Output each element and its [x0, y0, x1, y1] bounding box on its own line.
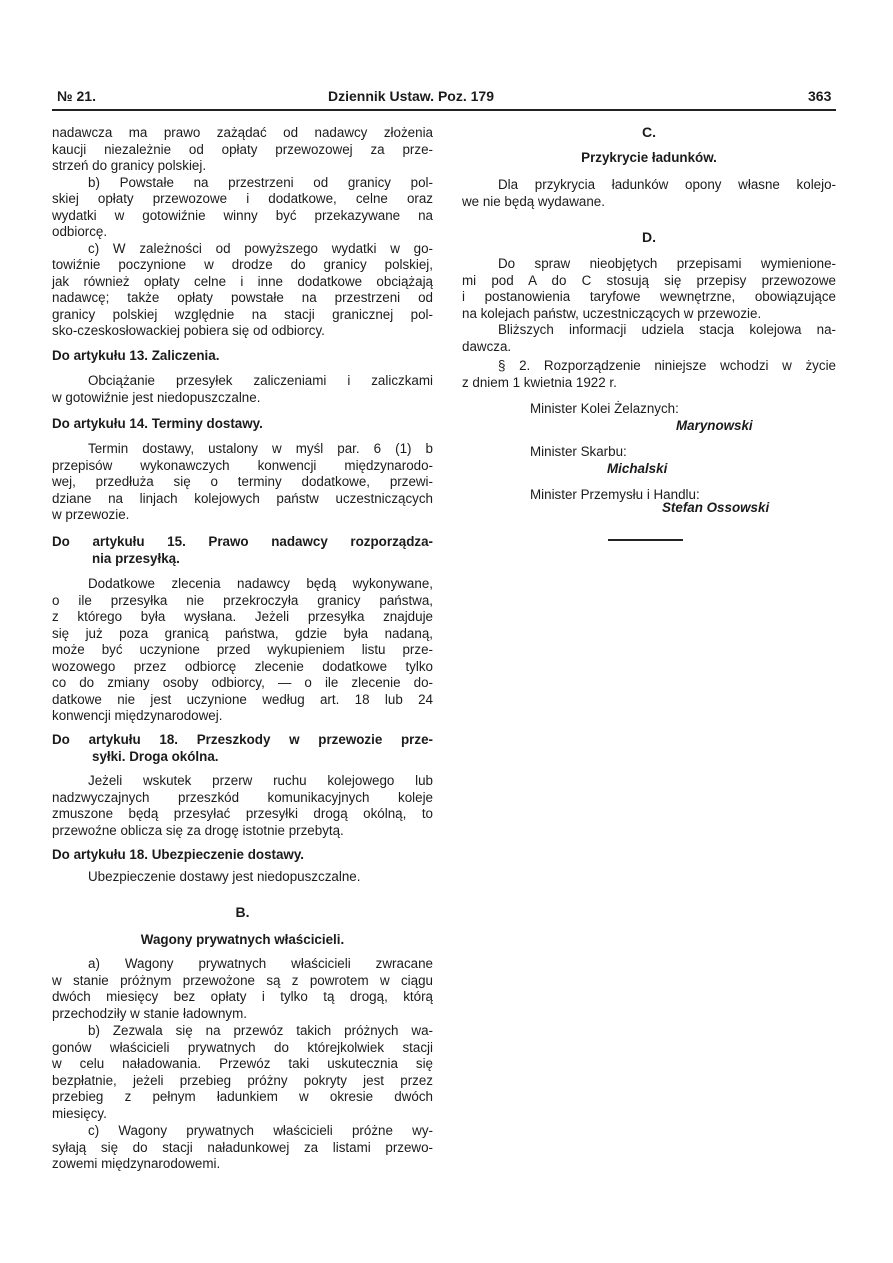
- text-line: z dniem 1 kwietnia 1922 r.: [462, 374, 617, 390]
- text-line: B.: [235, 904, 250, 920]
- text-line: Stefan Ossowski: [662, 500, 770, 515]
- heading-article-18-insurance: [52, 847, 433, 864]
- paragraph-article-18-obstacles: [52, 773, 433, 839]
- text-line: z którego była wysłana. Jeżeli przesyłka znajduje: [52, 609, 433, 624]
- signature-title-treasury: [530, 444, 830, 461]
- text-line: o ile przesyłka nie przekroczyła granicy państwa,: [52, 592, 433, 608]
- text-line: Michalski: [607, 461, 668, 476]
- text-line: Minister Kolei Żelaznych:: [530, 401, 679, 416]
- header-rule: [52, 109, 836, 111]
- text-line: C.: [642, 124, 656, 140]
- text-line: dawcza.: [462, 338, 512, 354]
- text-line: Bliższych informacji udziela stacja kolejowa na-: [498, 322, 836, 337]
- text-line: w przewozie.: [52, 507, 130, 522]
- text-line: Do artykułu 18. Przeszkody w przewozie prze-: [52, 732, 433, 747]
- text-line: Dla przykrycia ładunków opony własne kolejo-: [498, 177, 836, 192]
- text-line: Do artykułu 18. Ubezpieczenie dostawy.: [52, 847, 305, 862]
- section-d-letter: [462, 229, 836, 246]
- text-line: Do spraw nieobjętych przepisami wymienione-: [498, 256, 836, 271]
- end-rule: [608, 539, 683, 541]
- text-line: Termin dostawy, ustalony w myśl par. 6 (1) b: [88, 441, 433, 456]
- text-line: bezpłatnie, jeżeli przebieg próżny pokryty jest przez: [52, 1072, 433, 1088]
- text-line: Do artykułu 14. Terminy dostawy.: [52, 416, 263, 431]
- issue-number: № 21.: [57, 88, 96, 104]
- signature-name-railways: [676, 418, 893, 435]
- text-line: granicy polskiej względnie na stacji granicznej pol-: [52, 306, 433, 322]
- paragraph-continuation: [52, 125, 433, 175]
- text-line: Ubezpieczenie dostawy jest niedopuszczalne.: [88, 869, 361, 884]
- text-line: kaucji niezależnie od opłaty przewozowej za prze-: [52, 141, 433, 157]
- text-line: przechodziły w stanie ładownym.: [52, 1005, 247, 1021]
- signature-title-railways: [530, 401, 830, 418]
- text-line: Marynowski: [676, 418, 753, 433]
- text-line: w gotowiźnie jest niedopuszczalne.: [52, 389, 261, 405]
- text-line: Do artykułu 13. Zaliczenia.: [52, 348, 220, 363]
- text-line: przebieg z pełnym ładunkiem w okresie dwóch: [52, 1089, 433, 1104]
- text-line: Dodatkowe zlecenia nadawcy będą wykonywane,: [88, 576, 433, 591]
- paragraph-d-info: [462, 322, 836, 355]
- paragraph-d: [462, 256, 836, 322]
- text-line: może być uczynione przed wykupieniem listu prze-: [52, 642, 433, 657]
- text-line: mi pod A do C stosują się przepisy przewozowe: [462, 272, 836, 288]
- text-line: wej, przedłuża się o terminy dodatkowe, przewi-: [52, 474, 433, 489]
- page-number: 363: [808, 88, 832, 104]
- text-line: w celu naładowania. Przewóz taki uskutecznia się: [52, 1056, 433, 1071]
- heading-article-18-obstacles: [52, 732, 433, 765]
- heading-article-15: [52, 534, 433, 567]
- text-line: konwencji międzynarodowej.: [52, 708, 223, 723]
- signature-name-industry: [662, 500, 893, 517]
- heading-article-14: [52, 416, 433, 433]
- text-line: datkowe nie jest uczynione według art. 18 lub 24: [52, 691, 433, 707]
- text-line: zowemi międzynarodowemi.: [52, 1156, 221, 1171]
- text-line: nia przesyłką.: [92, 550, 180, 566]
- text-line: Wagony prywatnych właścicieli.: [140, 932, 345, 947]
- text-line: strzeń do granicy polskiej.: [52, 158, 207, 173]
- text-line: Przykrycie ładunków.: [581, 150, 717, 165]
- paragraph-article-15: [52, 576, 433, 725]
- text-line: przepisów wykonawczych konwencji międzynarodo-: [52, 457, 433, 473]
- paragraph-article-13: [52, 373, 433, 406]
- paragraph-article-14: [52, 441, 433, 524]
- text-line: towiźnie poczynione w drodze do granicy polskiej,: [52, 257, 433, 272]
- paragraph-c: [52, 241, 433, 340]
- text-line: b) Powstałe na przestrzeni od granicy pol-: [88, 174, 433, 190]
- text-line: na kolejach państw, uczestniczących w przewozie.: [462, 305, 762, 321]
- text-line: syłki. Droga okólna.: [92, 748, 219, 764]
- section-b-letter: [52, 904, 433, 921]
- paragraph-c: [462, 177, 836, 210]
- text-line: b) Zezwala się na przewóz takich próżnych wa-: [88, 1023, 433, 1038]
- section-c-letter: [462, 124, 836, 141]
- section-b-title: [52, 932, 433, 949]
- text-line: wydatki w gotowiźnie winny być przekazywane na: [52, 207, 433, 223]
- text-line: syłają się do stacji naładunkowej za listami przewo-: [52, 1139, 433, 1155]
- text-line: co do zmiany osoby odbiorcy, — o ile zlecenie do-: [52, 675, 433, 690]
- text-line: D.: [642, 229, 656, 245]
- text-line: Jeżeli wskutek przerw ruchu kolejowego lub: [88, 773, 433, 788]
- text-line: dwóch miesięcy bez opłaty i tylko tą drogą, którą: [52, 989, 433, 1004]
- text-line: § 2. Rozporządzenie niniejsze wchodzi w życie: [498, 358, 836, 373]
- text-line: odbiorcę.: [52, 224, 108, 239]
- paragraph-b-c: [52, 1123, 433, 1173]
- text-line: c) Wagony prywatnych właścicieli próżne wy-: [88, 1123, 433, 1138]
- text-line: w stanie próżnym przewożone są z powrotem w ciągu: [52, 972, 433, 988]
- text-line: Do artykułu 15. Prawo nadawcy rozporządza-: [52, 534, 433, 549]
- text-line: Minister Przemysłu i Handlu:: [530, 487, 700, 502]
- text-line: Minister Skarbu:: [530, 444, 627, 459]
- heading-article-13: [52, 348, 433, 365]
- text-line: zmuszone będą przesyłać przesyłki drogą okólną, to: [52, 806, 433, 821]
- text-line: we nie będą wydawane.: [462, 193, 605, 209]
- text-line: c) W zależności od powyższego wydatki w go-: [88, 240, 433, 256]
- journal-title: Dziennik Ustaw. Poz. 179: [328, 88, 494, 104]
- paragraph-b: [52, 175, 433, 241]
- text-line: się już poza granicą państwa, gdzie była nadaną,: [52, 625, 433, 641]
- text-line: dziane na linjach kolejowych państw uczestniczących: [52, 490, 433, 506]
- section-c-title: [462, 150, 836, 167]
- text-line: miesięcy.: [52, 1105, 107, 1121]
- text-line: i postanowienia taryfowe wewnętrzne, obowiązujące: [462, 289, 836, 304]
- paragraph-section-2: [462, 358, 836, 391]
- text-line: skiej opłaty przewozowe i dodatkowe, celne oraz: [52, 191, 433, 206]
- text-line: wozowego przez odbiorcę zlecenie dodatkowe tylko: [52, 658, 433, 674]
- paragraph-b-b: [52, 1023, 433, 1122]
- text-line: Obciążanie przesyłek zaliczeniami i zaliczkami: [88, 373, 433, 388]
- signature-name-treasury: [607, 461, 893, 478]
- text-line: nadawcza ma prawo zażądać od nadawcy złożenia: [52, 125, 433, 140]
- text-line: gonów właścicieli prywatnych do którejkolwiek stacji: [52, 1039, 433, 1055]
- text-line: nadawcę; także opłaty powstałe na przestrzeni od: [52, 290, 433, 305]
- paragraph-b-a: [52, 956, 433, 1022]
- text-line: a) Wagony prywatnych właścicieli zwracane: [88, 956, 433, 971]
- text-line: nadzwyczajnych przeszkód komunikacyjnych koleje: [52, 789, 433, 805]
- paragraph-article-18-insurance: [52, 869, 433, 886]
- text-line: sko-czeskosłowackiej pobiera się od odbiorcy.: [52, 323, 325, 338]
- text-line: przewoźne oblicza się za drogę istotnie przebytą.: [52, 822, 344, 838]
- text-line: jak również opłaty celne i inne dodatkowe obciążają: [52, 273, 433, 289]
